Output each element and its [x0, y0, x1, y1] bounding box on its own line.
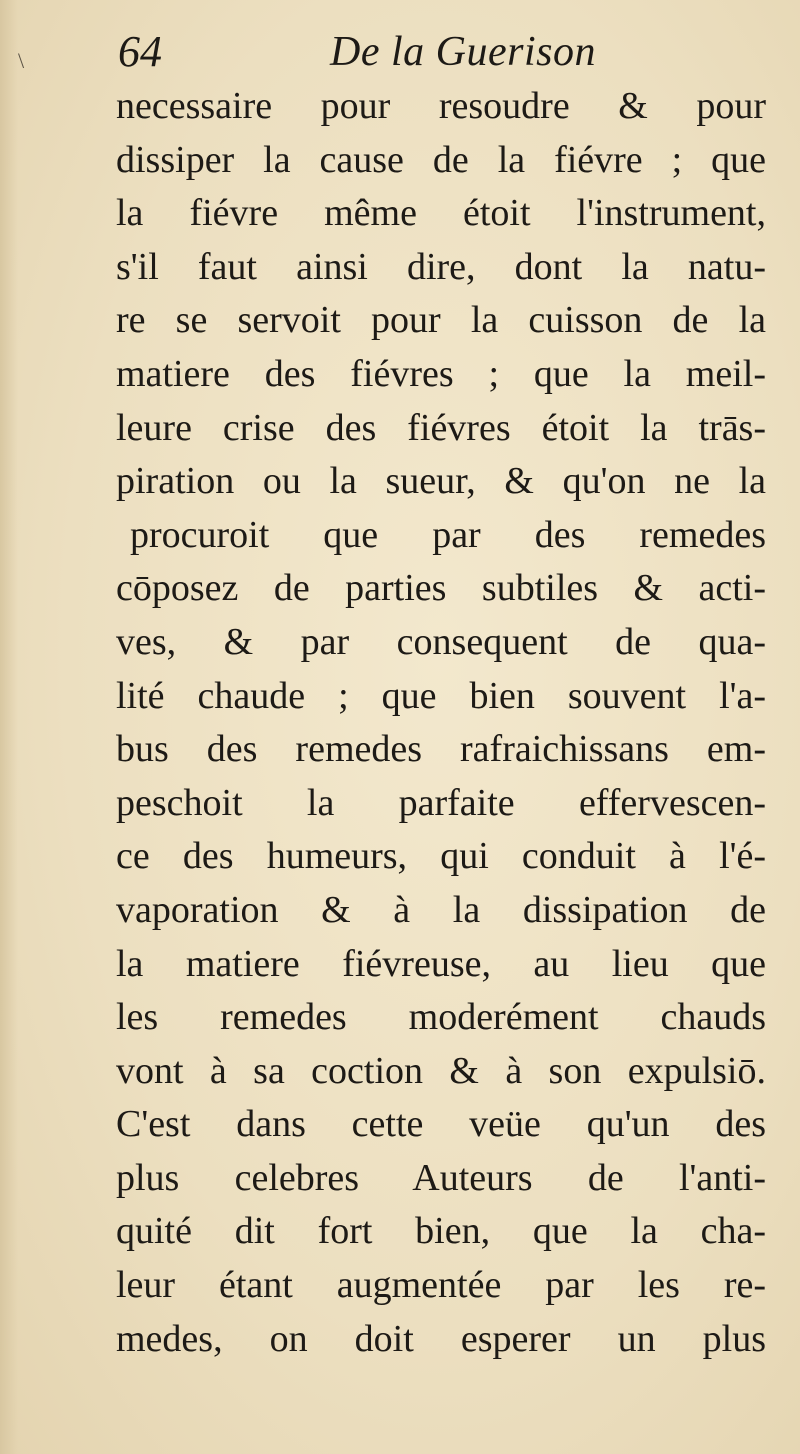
- page-edge: [0, 0, 18, 1454]
- text-line: medes, on doit esperer un plus: [116, 1317, 766, 1360]
- page-number: 64: [118, 27, 162, 76]
- text-line: vaporation & à la dissipation de: [116, 888, 766, 931]
- text-line: lité chaude ; que bien souvent l'a-: [116, 674, 766, 717]
- text-line: procuroit que par des remedes: [130, 513, 766, 556]
- text-line: la matiere fiévreuse, au lieu que: [116, 942, 766, 985]
- text-line: ce des humeurs, qui conduit à l'é-: [116, 835, 766, 878]
- text-line: dissiper la cause de la fiévre ; que: [116, 138, 766, 181]
- text-line: leure crise des fiévres étoit la trās-: [116, 406, 766, 449]
- text-line: les remedes moderément chauds: [116, 996, 766, 1039]
- text-line: s'il faut ainsi dire, dont la natu-: [116, 245, 766, 288]
- text-line: bus des remedes rafraichissans em-: [116, 728, 766, 771]
- text-line: necessaire pour resoudre & pour: [116, 85, 766, 127]
- text-line: plus celebres Auteurs de l'anti-: [116, 1156, 766, 1199]
- body-text: [116, 80, 766, 1366]
- page-header: [118, 22, 738, 82]
- text-line: C'est dans cette veüe qu'un des: [116, 1103, 766, 1146]
- text-line: cōposez de parties subtiles & acti-: [116, 567, 766, 610]
- text-line: peschoit la parfaite effervescen-: [116, 781, 766, 824]
- running-head: De la Guerison: [330, 29, 596, 75]
- text-line: quité dit fort bien, que la cha-: [116, 1210, 766, 1253]
- text-line: re se servoit pour la cuisson de la: [116, 299, 766, 342]
- text-line: vont à sa coction & à son expulsiō.: [116, 1049, 766, 1092]
- text-line: leur étant augmentée par les re-: [116, 1264, 766, 1307]
- text-line: ves, & par consequent de qua-: [116, 620, 766, 663]
- text-line: matiere des fiévres ; que la meil-: [116, 352, 766, 395]
- text-line: la fiévre même étoit l'instrument,: [116, 192, 766, 235]
- margin-mark: \: [18, 48, 25, 73]
- text-line: piration ou la sueur, & qu'on ne la: [116, 460, 766, 503]
